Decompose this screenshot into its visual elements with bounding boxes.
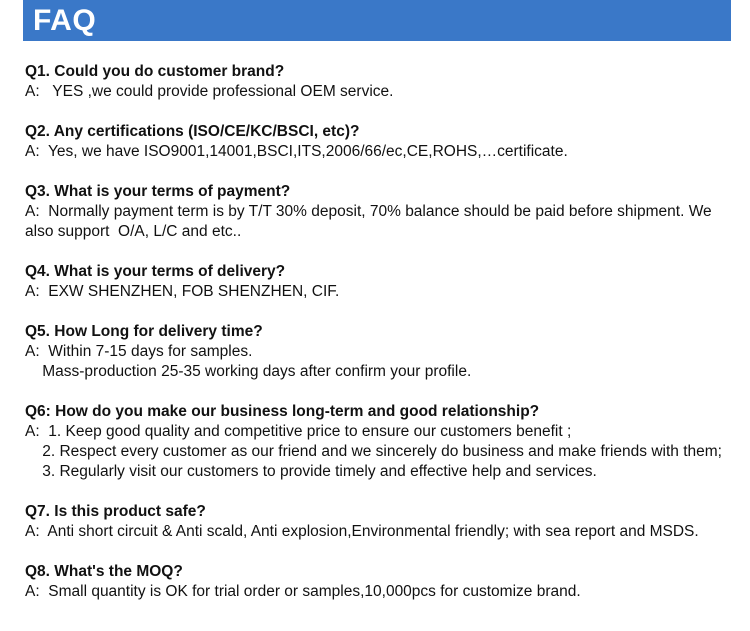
faq-answer-line: Mass-production 25-35 working days after confirm your profile. (25, 363, 472, 380)
faq-answer-line: 2. Respect every customer as our friend and we sincerely do business and make friends with them; (25, 443, 722, 460)
faq-question: Q8. What's the MOQ? (25, 563, 183, 580)
faq-answer-line: A: 1. Keep good quality and competitive price to ensure our customers benefit ; (25, 423, 572, 440)
faq-banner (23, 0, 731, 41)
faq-answer-line: A: YES ,we could provide professional OEM service. (25, 83, 394, 100)
faq-question: Q3. What is your terms of payment? (25, 183, 291, 200)
faq-answer-line: also support O/A, L/C and etc.. (25, 223, 242, 240)
faq-item-2 (25, 122, 745, 162)
faq-answer-line: A: Normally payment term is by T/T 30% deposit, 70% balance should be paid before shipment. We (25, 203, 712, 220)
faq-question: Q1. Could you do customer brand? (25, 63, 285, 80)
faq-answer-line: A: EXW SHENZHEN, FOB SHENZHEN, CIF. (25, 283, 340, 300)
faq-item-5 (25, 322, 745, 382)
faq-item-4 (25, 262, 745, 302)
page-title: FAQ (33, 4, 97, 37)
faq-answer-line: 3. Regularly visit our customers to provide timely and effective help and services. (25, 463, 597, 480)
faq-answer-line: A: Anti short circuit & Anti scald, Anti explosion,Environmental friendly; with sea report and MSDS. (25, 523, 699, 540)
faq-question: Q2. Any certifications (ISO/CE/KC/BSCI, etc)? (25, 123, 360, 140)
faq-question: Q6: How do you make our business long-term and good relationship? (25, 403, 540, 420)
faq-item-3 (25, 182, 745, 242)
faq-answer-line: A: Within 7-15 days for samples. (25, 343, 253, 360)
faq-item-7 (25, 502, 745, 542)
faq-question: Q5. How Long for delivery time? (25, 323, 263, 340)
faq-answer-line: A: Small quantity is OK for trial order or samples,10,000pcs for customize brand. (25, 583, 581, 600)
faq-question: Q7. Is this product safe? (25, 503, 206, 520)
faq-item-1 (25, 62, 745, 102)
faq-item-8 (25, 562, 745, 602)
faq-list (25, 62, 745, 622)
faq-question: Q4. What is your terms of delivery? (25, 263, 286, 280)
faq-item-6 (25, 402, 745, 482)
faq-answer-line: A: Yes, we have ISO9001,14001,BSCI,ITS,2006/66/ec,CE,ROHS,…certificate. (25, 143, 568, 160)
